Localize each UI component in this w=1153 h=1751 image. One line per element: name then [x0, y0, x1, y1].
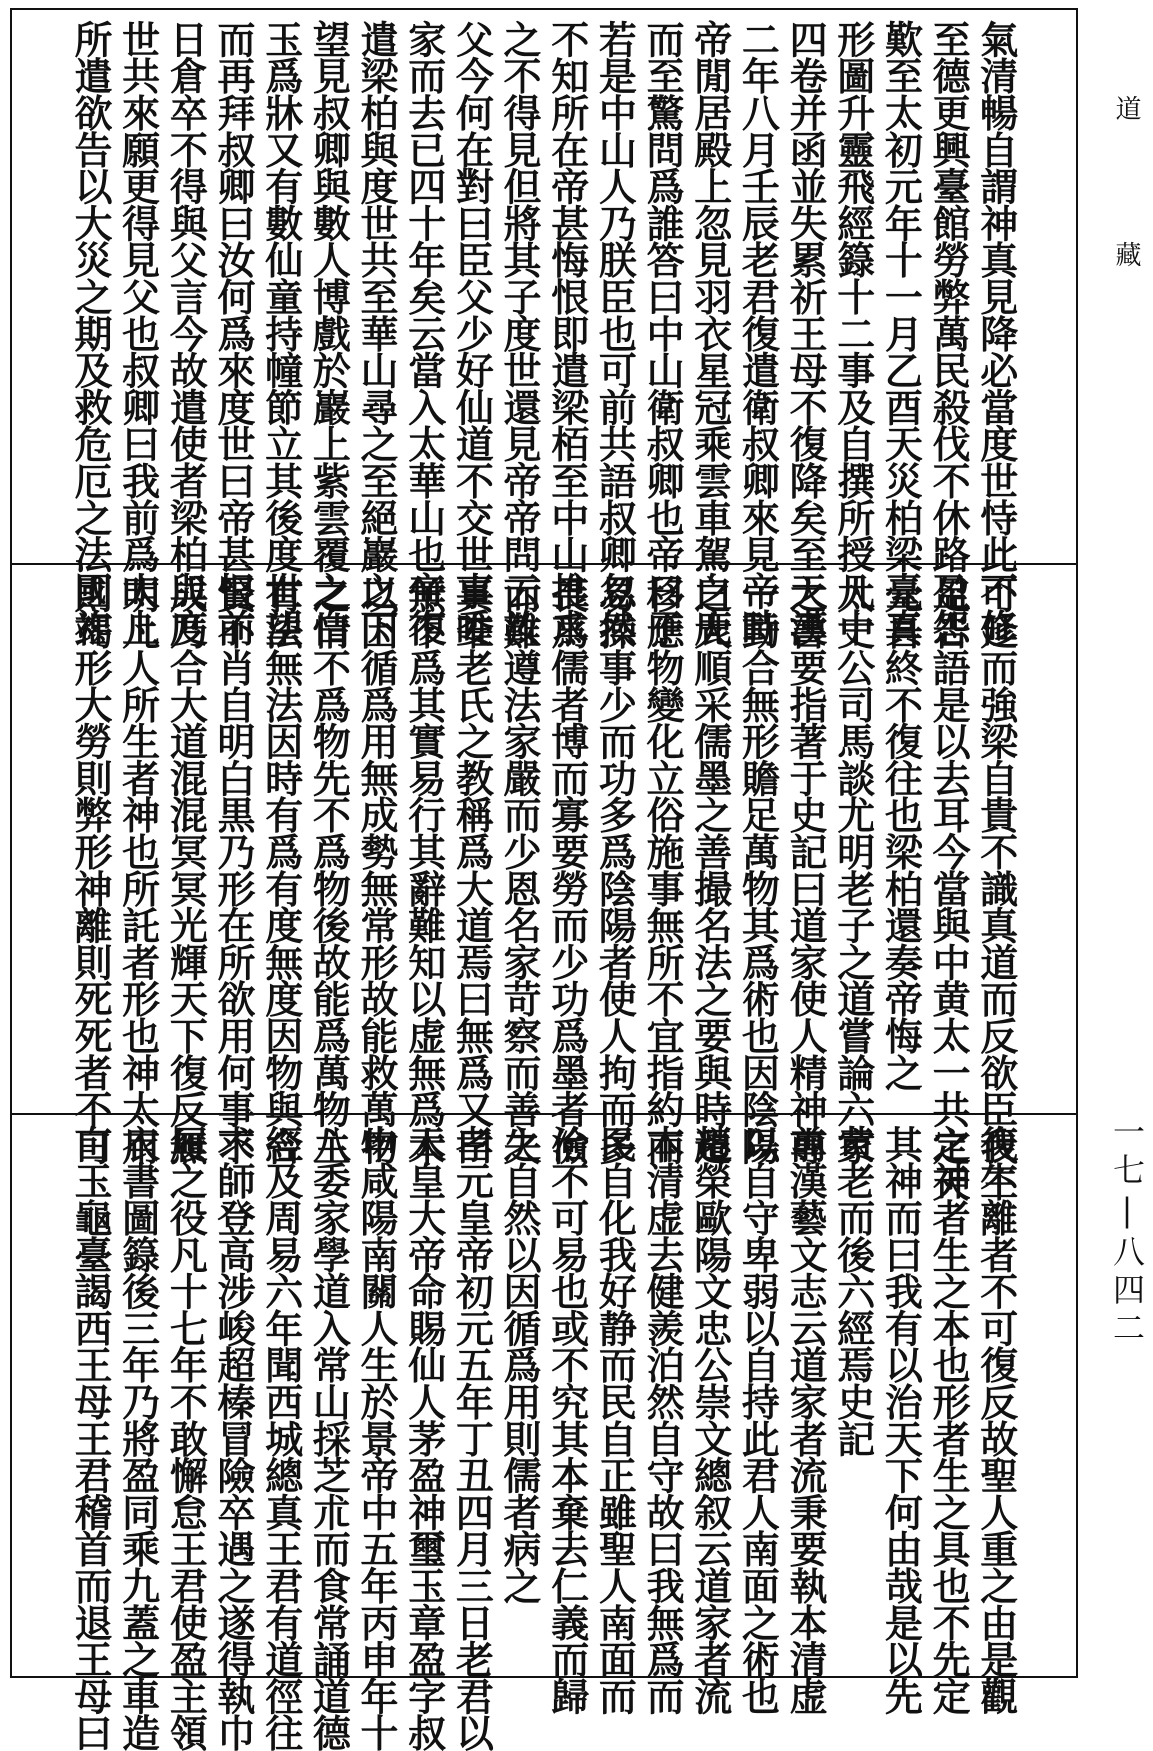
text-column: 父今何在對曰臣父少好仙道不交世事委: [449, 20, 495, 646]
text-column: 家而去已四十年矣云當入太華山也帝復: [401, 20, 447, 646]
text-column: 而再拜叔卿曰汝何爲來度世曰帝甚恨前: [211, 20, 257, 646]
text-column: 玉爲牀又有數仙童持幢節立其後度世望: [258, 20, 304, 646]
text-column: 四卷并函並失累祈王母不復降矣至天漢: [783, 20, 829, 646]
text-column: 所遣欲告以大災之期及救危厄之法國祚: [68, 20, 113, 646]
text-column: 望見叔卿與數人博戲於巖上紫雲覆之白: [306, 20, 352, 646]
text-column: 前漢藝文志云道家者流秉要執本清虚: [783, 1125, 829, 1714]
text-column: 移應物變化立俗施事無所不宜指約而: [640, 575, 686, 1164]
text-column: 之自然以因循爲用則儒者病之: [497, 1125, 543, 1604]
text-column: 其神而曰我有以治天下何由哉是以先: [878, 1125, 924, 1714]
text-column: 天皇大帝命賜仙人茅盈神璽玉章盈字叔: [401, 1125, 447, 1751]
text-column: 一動合無形贍足萬物其爲術也因陰陽: [735, 575, 781, 1164]
text-column: 申咸陽南關人生於景帝中五年丙申年十: [354, 1125, 400, 1751]
scripture-page-frame: [10, 8, 1078, 1751]
text-column: 真唯老氏之教稱爲大道焉曰無爲又曰: [449, 575, 495, 1164]
text-column: 太史公司馬談尤明老子之道嘗論六家: [830, 575, 876, 1164]
text-column: 治不可易也或不究其本棄去仁義而歸: [544, 1125, 590, 1714]
text-column: 畏爲儒者博而寡要勞而少功爲墨者儉: [544, 575, 590, 1164]
text-column: 經及周易六年聞西城總真王君有道徑往: [258, 1125, 304, 1751]
text-column: 而至驚問爲誰答曰中山衛叔卿也帝曰子: [640, 20, 686, 646]
text-register-top: [12, 10, 1076, 646]
text-column: 二年八月壬辰老君復遣衛叔卿來見帝時: [735, 20, 781, 646]
text-column: 白玉龜臺謁西王母王君稽首而退王母曰: [68, 1125, 113, 1751]
text-column: 之書要指著于史記曰道家使人精神專: [783, 575, 829, 1164]
text-column: 衣書圖籙後三年乃將盈同乘九蓋之車造: [115, 1125, 161, 1751]
margin-title: 道藏: [1111, 95, 1141, 387]
text-column: 世共來願更得見父也叔卿曰我前爲太上: [115, 20, 161, 646]
text-column: 足告語是以去耳今當與中黄太一共定天: [926, 575, 972, 1201]
text-column: 無不爲其實易行其辭難知以虚無爲本: [401, 575, 447, 1164]
text-column: 之情不爲物先不爲物後故能爲萬物主: [306, 575, 352, 1164]
text-register-bottom: [12, 1115, 1076, 1751]
text-column: 孝元皇帝初元五年丁丑四月三日老君以: [449, 1125, 495, 1751]
text-column: 本清虚去健羨泊然自守故曰我無爲而: [640, 1125, 686, 1714]
text-column: 明凡人所生者神也所託者形也神太用: [115, 575, 161, 1164]
text-column: 遣梁柏與度世共至華山尋之至絕巖之下: [354, 20, 400, 646]
text-column: 成乃合大道混混冥冥光輝天下復反無: [163, 575, 209, 1164]
text-column: 不知所在帝甚悔恨即遣梁栢至中山推求: [544, 20, 590, 646]
column-group: [68, 1125, 1019, 1751]
text-column: 以因循爲用無成勢無常形故能救萬物: [354, 575, 400, 1164]
text-column: 元吾終不復往也梁柏還奏帝悔之: [878, 575, 924, 1091]
column-group: [68, 20, 1019, 646]
text-column: 可延而強梁自貴不識真道而反欲臣我不: [973, 575, 1019, 1201]
text-column: 賢不肖自明白黒乃形在所欲用何事不: [211, 575, 257, 1164]
text-column: 有法無法因時有爲有度無度因物與合: [258, 575, 304, 1164]
text-column: 八委家學道入常山採芝朮而食常誦道德: [306, 1125, 352, 1751]
margin-page-number: 一七|八四二: [1108, 1115, 1146, 1349]
text-column: 之大順采儒墨之善撮名法之要與時遷: [687, 575, 733, 1164]
text-column: 歎至太初元年十一月乙酉天災柏梁臺真: [878, 20, 924, 646]
column-group: [68, 575, 1019, 1201]
text-column: 民自化我好静而民自正雖聖人南面而: [592, 1125, 638, 1714]
text-column: 而難遵法家嚴而少恩名家苛察而善失: [497, 575, 543, 1164]
text-column: 氣清暢自謂神真見降必當度世恃此不修: [973, 20, 1019, 646]
text-register-middle: [12, 565, 1076, 1201]
text-column: 趙榮歐陽文忠公崇文總叙云道家者流: [687, 1125, 733, 1714]
text-column: 形圖升靈飛經籙十二事及自撰所授凡十: [830, 20, 876, 646]
text-column: 若是中山人乃朕臣也可前共語叔卿忽然: [592, 20, 638, 646]
text-column: 之不得見但將其子度世還見帝帝問云汝: [497, 20, 543, 646]
text-column: 易操事少而功多爲陰陽者使人拘而多: [592, 575, 638, 1164]
text-column: 復生離者不可復反故聖人重之由是觀: [973, 1125, 1019, 1714]
text-column: 黄老而後六經焉史記: [830, 1125, 876, 1457]
text-column: 帝閒居殿上忽見羽衣星冠乘雲車駕白鹿: [687, 20, 733, 646]
text-column: 至德更興臺館勞弊萬民殺伐不休路盈怨: [926, 20, 972, 646]
text-column: 履之役凡十七年不敢懈怠王君使盈主領: [163, 1125, 209, 1751]
text-column: 求師登高涉峻超榛冒險卒遇之遂得執巾: [211, 1125, 257, 1751]
text-column: 以自守卑弱以自持此君人南面之術也: [735, 1125, 781, 1714]
text-column: 之神者生之本也形者生之具也不先定: [926, 1125, 972, 1714]
text-column: 日倉卒不得與父言今故遣使者梁柏與度: [163, 20, 209, 646]
text-column: 則竭形大勞則弊形神離則死死者不可: [68, 575, 113, 1164]
